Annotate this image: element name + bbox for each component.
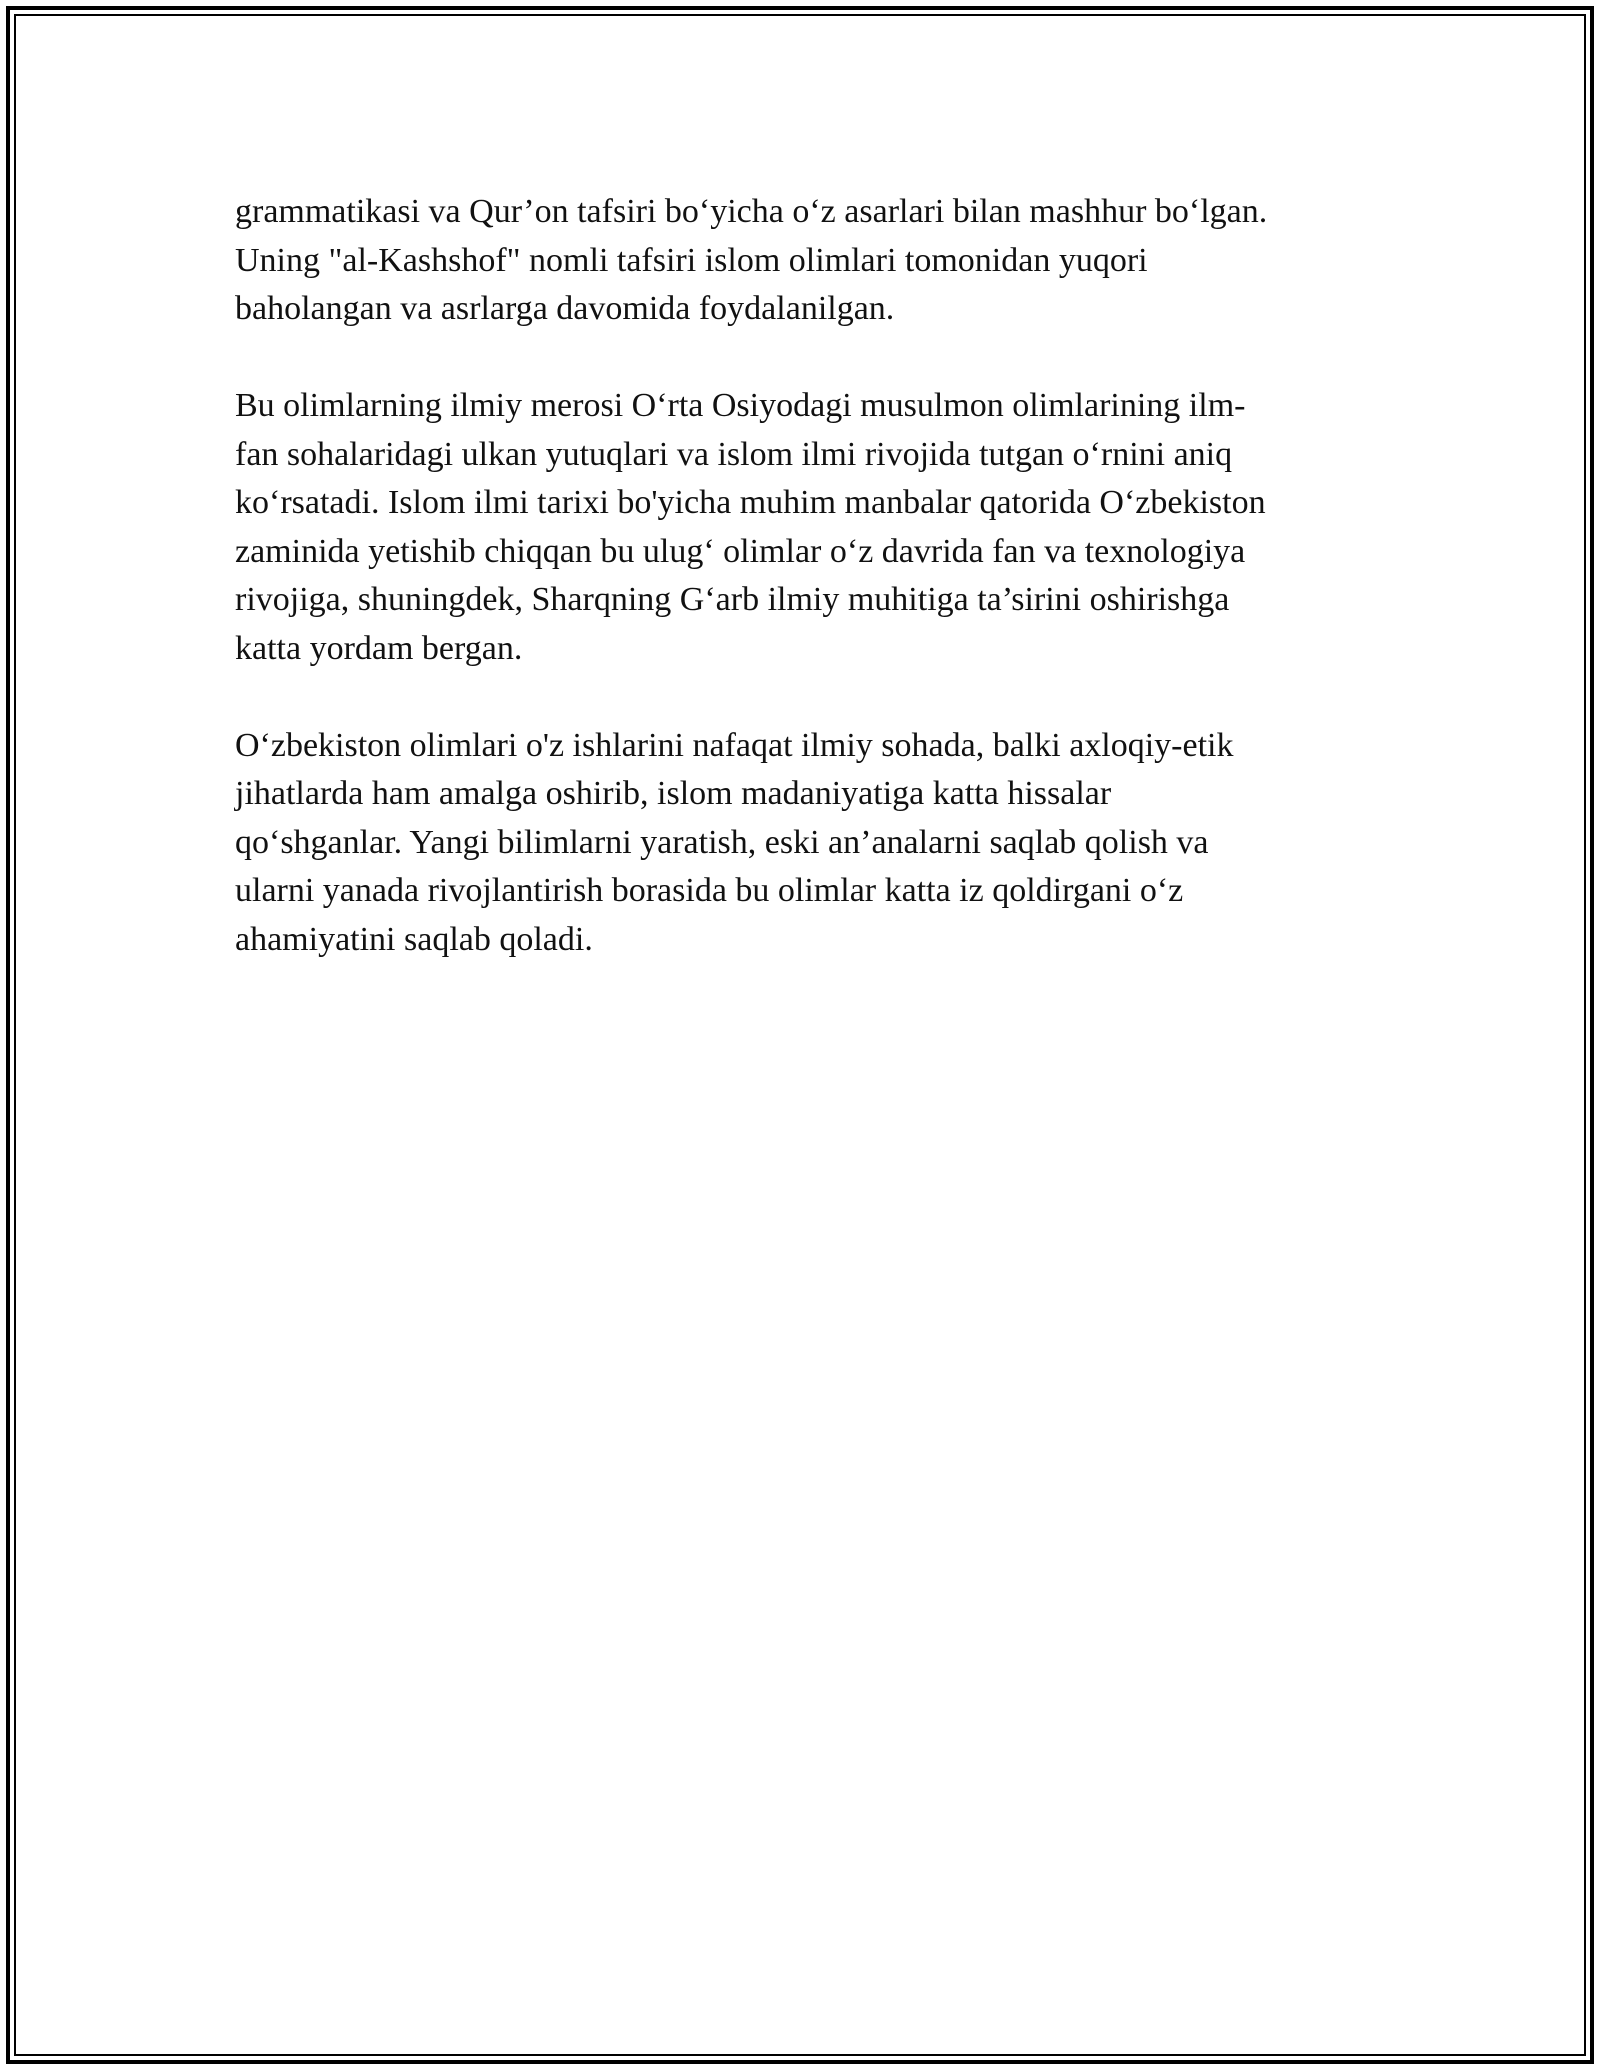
document-body bbox=[235, 188, 1385, 1013]
paragraph-2 bbox=[235, 382, 1385, 673]
text-line: katta yordam bergan. bbox=[235, 629, 523, 667]
text-line: baholangan va asrlarga davomida foydalanilgan. bbox=[235, 290, 895, 327]
text-line: fan sohalaridagi ulkan yutuqlari va islom ilmi rivojida tutgan o‘rnini aniq bbox=[235, 435, 1233, 473]
text-line: zaminida yetishib chiqqan bu ulug‘ olimlar o‘z davrida fan va texnologiya bbox=[235, 532, 1246, 570]
text-line: rivojiga, shuningdek, Sharqning G‘arb ilmiy muhitiga ta’sirini oshirishga bbox=[235, 581, 1230, 618]
text-line: grammatikasi va Qur’on tafsiri bo‘yicha o‘z asarlari bilan mashhur bo‘lgan. bbox=[235, 193, 1268, 230]
paragraph-1 bbox=[235, 188, 1385, 334]
text-line: qo‘shganlar. Yangi bilimlarni yaratish, eski an’analarni saqlab qolish va bbox=[235, 823, 1209, 861]
text-line: Bu olimlarning ilmiy merosi O‘rta Osiyodagi musulmon olimlarining ilm- bbox=[235, 387, 1246, 424]
text-line: ahamiyatini saqlab qoladi. bbox=[235, 920, 593, 958]
text-line: O‘zbekiston olimlari o'z ishlarini nafaqat ilmiy sohada, balki axloqiy-etik bbox=[235, 726, 1234, 764]
text-line: ko‘rsatadi. Islom ilmi tarixi bo'yicha muhim manbalar qatorida O‘zbekiston bbox=[235, 484, 1266, 521]
text-line: jihatlarda ham amalga oshirib, islom madaniyatiga katta hissalar bbox=[235, 775, 1112, 812]
text-line: ularni yanada rivojlantirish borasida bu olimlar katta iz qoldirgani o‘z bbox=[235, 872, 1184, 909]
text-line: Uning "al-Kashshof" nomli tafsiri islom olimlari tomonidan yuqori bbox=[235, 241, 1148, 279]
paragraph-3 bbox=[235, 722, 1385, 965]
